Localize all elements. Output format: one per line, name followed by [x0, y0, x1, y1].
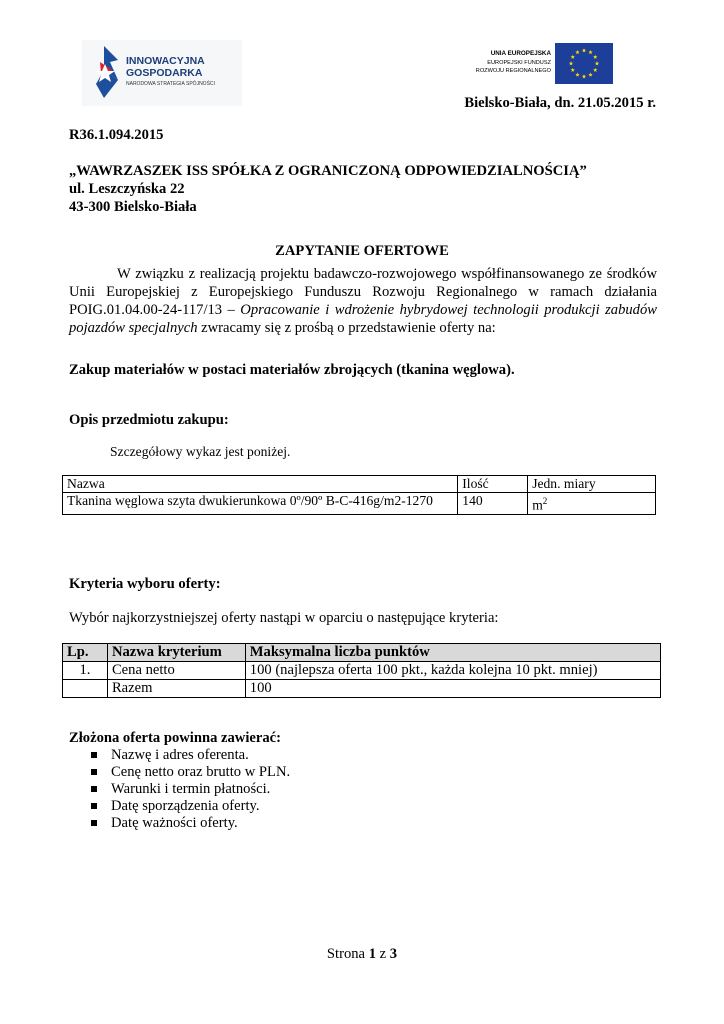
footer-current-page: 1	[368, 946, 376, 962]
items-table-header-row	[63, 476, 656, 493]
footer-prefix: Strona	[326, 946, 366, 962]
criteria-header-lp: Lp.	[63, 644, 108, 662]
criteria-header-name: Nazwa kryterium	[107, 644, 245, 662]
item-name: Tkanina węglowa szyta dwukierunkowa 0º/90º B-C-416g/m2-1270	[63, 493, 458, 515]
list-item: Datę sporządzenia oferty.	[91, 798, 290, 815]
criteria-heading: Kryteria wyboru oferty:	[69, 576, 221, 592]
purchase-subject: Zakup materiałów w postaci materiałów zbrojących (tkanina węglowa).	[69, 362, 515, 378]
document-title: ZAPYTANIE OFERTOWE	[275, 243, 449, 259]
addressee-block	[69, 162, 587, 216]
footer-separator: z	[379, 946, 387, 962]
intro-text-before: W związku z realizacją projektu badawczo-rozwojowego współfinansowanego ze środków Unii Europejskiej z Europejskiego Funduszu Rozwoju Regionalnego w ramach działania POIG.01.04.00-24-117/13 –	[69, 266, 657, 318]
table-row	[63, 680, 661, 698]
reference-number: R36.1.094.2015	[69, 127, 164, 143]
svg-text:INNOWACYJNA: INNOWACYJNA	[126, 55, 205, 67]
intro-text-after: zwracamy się z prośbą o przedstawienie oferty na:	[197, 320, 496, 336]
items-header-unit: Jedn. miary	[528, 476, 656, 493]
intro-paragraph	[69, 265, 657, 337]
item-unit-sup: 2	[542, 496, 548, 506]
footer-total-pages: 3	[389, 946, 398, 962]
items-header-qty: Ilość	[458, 476, 528, 493]
svg-text:UNIA EUROPEJSKA: UNIA EUROPEJSKA	[490, 50, 551, 57]
items-table	[62, 475, 656, 515]
criteria-table-header-row	[63, 644, 661, 662]
criteria-lp: 1.	[63, 662, 108, 680]
table-row	[63, 493, 656, 515]
offer-contents-heading: Złożona oferta powinna zawierać:	[69, 730, 281, 746]
criteria-lp	[63, 680, 108, 698]
date-line: Bielsko-Biała, dn. 21.05.2015 r.	[464, 95, 656, 111]
offer-contents-list	[91, 747, 290, 832]
list-item: Cenę netto oraz brutto w PLN.	[91, 764, 290, 781]
svg-text:NARODOWA STRATEGIA SPÓJNOŚCI: NARODOWA STRATEGIA SPÓJNOŚCI	[126, 81, 215, 87]
addressee-street: ul. Leszczyńska 22	[69, 181, 185, 197]
item-unit	[528, 493, 656, 515]
svg-text:EUROPEJSKI FUNDUSZ: EUROPEJSKI FUNDUSZ	[487, 60, 551, 66]
criteria-points: 100 (najlepsza oferta 100 pkt., każda kolejna 10 pkt. mniej)	[245, 662, 660, 680]
criteria-header-points: Maksymalna liczba punktów	[245, 644, 660, 662]
description-note: Szczegółowy wykaz jest poniżej.	[110, 444, 291, 459]
addressee-city: 43-300 Bielsko-Biała	[69, 199, 197, 215]
criteria-points: 100	[245, 680, 660, 698]
svg-text:GOSPODARKA: GOSPODARKA	[126, 67, 203, 79]
list-item: Nazwę i adres oferenta.	[91, 747, 290, 764]
list-item: Warunki i termin płatności.	[91, 781, 290, 798]
criteria-intro: Wybór najkorzystniejszej oferty nastąpi w oparciu o następujące kryteria:	[69, 610, 499, 626]
criteria-table	[62, 643, 661, 698]
eu-fund-logo	[462, 42, 615, 85]
project-title: Opracowanie i wdrożenie hybrydowej technologii produkcji zabudów pojazdów specjalnych	[69, 302, 657, 336]
item-unit-base: m	[532, 497, 543, 513]
criteria-name: Cena netto	[107, 662, 245, 680]
innowacyjna-gospodarka-logo	[82, 40, 242, 106]
table-row	[63, 662, 661, 680]
innowacyjna-logo-icon	[82, 40, 242, 106]
criteria-name: Razem	[107, 680, 245, 698]
list-item: Datę ważności oferty.	[91, 815, 290, 832]
page-footer	[0, 946, 724, 963]
eu-flag-icon	[462, 42, 615, 85]
svg-text:ROZWOJU REGIONALNEGO: ROZWOJU REGIONALNEGO	[475, 68, 551, 74]
description-heading: Opis przedmiotu zakupu:	[69, 412, 229, 428]
items-header-name: Nazwa	[63, 476, 458, 493]
addressee-company: „WAWRZASZEK ISS SPÓŁKA Z OGRANICZONĄ ODPOWIEDZIALNOŚCIĄ”	[69, 163, 587, 179]
item-qty: 140	[458, 493, 528, 515]
